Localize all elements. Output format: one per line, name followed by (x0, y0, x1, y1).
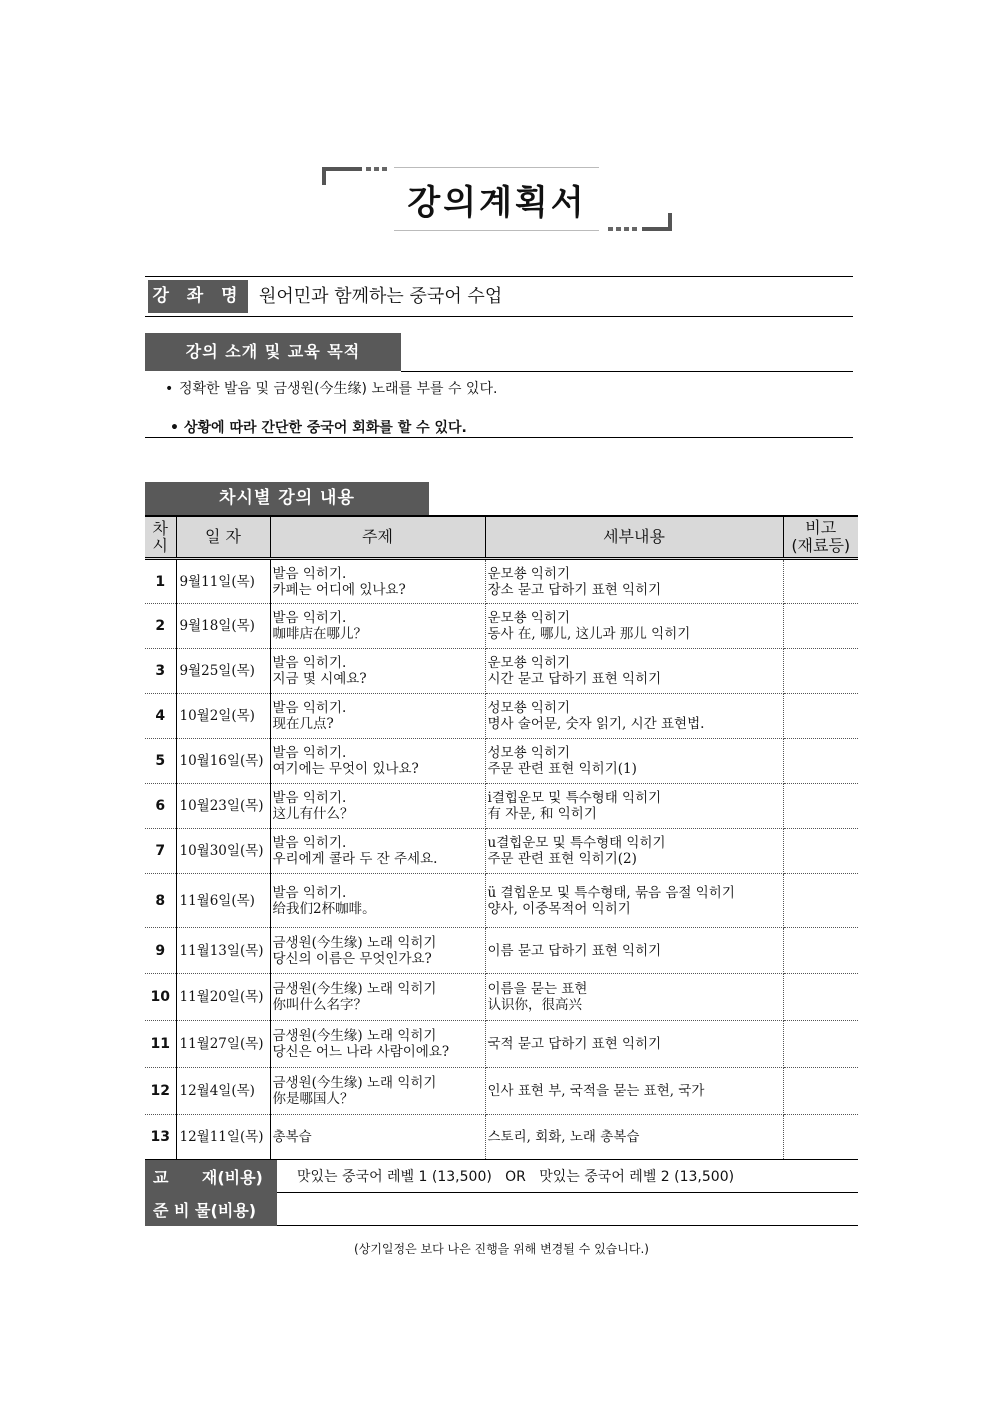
session-note (783, 559, 858, 604)
session-note (783, 1068, 858, 1115)
header-date: 일 자 (176, 516, 270, 559)
schedule-heading: 차시별 강의 내용 (145, 482, 429, 515)
intro-heading: 강의 소개 및 교육 목적 (145, 333, 401, 371)
session-detail: 운모쑝 익히기 동사 在, 哪儿, 这儿과 那儿 익히기 (485, 604, 783, 649)
table-row (145, 784, 858, 829)
supplies-label: 준 비 물(비용) (145, 1193, 277, 1226)
table-row (145, 739, 858, 784)
table-row (145, 559, 858, 604)
textbook-value: 맛있는 중국어 레벨 1 (13,500) OR 맛있는 중국어 레벨 2 (13,500) (277, 1160, 858, 1193)
session-date: 11월20일(목) (176, 974, 270, 1021)
table-row (145, 604, 858, 649)
footnote: (상기일정은 보다 나은 진행을 위해 변경될 수 있습니다.) (354, 1242, 649, 1256)
session-date: 11월6일(목) (176, 874, 270, 928)
session-detail: i결힙운모 및 특수형태 익히기 有 자문, 和 익히기 (485, 784, 783, 829)
session-note (783, 694, 858, 739)
session-detail: 국적 묻고 답하기 표현 익히기 (485, 1021, 783, 1068)
session-date: 10월30일(목) (176, 829, 270, 874)
session-topic: 금생원(今生缘) 노래 익히기 你是哪国人？ (270, 1068, 485, 1115)
session-date: 10월16일(목) (176, 739, 270, 784)
session-date: 12월11일(목) (176, 1115, 270, 1160)
rule-decoration (394, 167, 599, 168)
table-row (145, 1068, 858, 1115)
session-note (783, 974, 858, 1021)
session-note (783, 829, 858, 874)
session-topic: 발음 익히기. 카페는 어디에 있나요? (270, 559, 485, 604)
session-detail: ü 결힙운모 및 특수형태, 묶음 음절 익히기 양사, 이중목적어 익히기 (485, 874, 783, 928)
course-name-label: 강 좌 명 (148, 280, 248, 313)
session-detail: 성모쑝 익히기 명사 술어문, 숫자 읽기, 시간 표현법. (485, 694, 783, 739)
session-date: 11월13일(목) (176, 928, 270, 974)
table-row (145, 928, 858, 974)
rule-decoration (394, 230, 599, 231)
session-number: 11 (145, 1021, 176, 1068)
header-detail: 세부내용 (485, 516, 783, 559)
bullet-icon: • (165, 381, 174, 397)
session-date: 9월11일(목) (176, 559, 270, 604)
table-row (145, 649, 858, 694)
session-date: 10월2일(목) (176, 694, 270, 739)
session-detail: 이름을 묻는 표현 认识你，很高兴 (485, 974, 783, 1021)
session-detail: 인사 표현 부, 국적을 묻는 표현, 국가 (485, 1068, 783, 1115)
session-note (783, 1115, 858, 1160)
session-topic: 총복습 (270, 1115, 485, 1160)
dash-decoration (608, 227, 638, 231)
materials-table (145, 1159, 858, 1226)
session-detail: 스토리, 회화, 노래 총복습 (485, 1115, 783, 1160)
divider (401, 371, 853, 372)
session-date: 9월18일(목) (176, 604, 270, 649)
session-note (783, 1021, 858, 1068)
session-topic: 금생원(今生缘) 노래 익히기 你叫什么名字？ (270, 974, 485, 1021)
session-number: 9 (145, 928, 176, 974)
session-topic: 발음 익히기. 지금 몇 시예요? (270, 649, 485, 694)
session-topic: 발음 익히기. 给我们2杯咖啡。 (270, 874, 485, 928)
table-header-row (145, 516, 858, 559)
supplies-row (145, 1193, 858, 1226)
session-note (783, 649, 858, 694)
session-topic: 발음 익히기. 咖啡店在哪儿？ (270, 604, 485, 649)
session-date: 10월23일(목) (176, 784, 270, 829)
session-number: 6 (145, 784, 176, 829)
session-topic: 발음 익히기. 여기에는 무엇이 있나요? (270, 739, 485, 784)
session-detail: 운모쑝 익히기 장소 묻고 답하기 표현 익히기 (485, 559, 783, 604)
session-number: 7 (145, 829, 176, 874)
table-row (145, 974, 858, 1021)
header-topic: 주제 (270, 516, 485, 559)
session-note (783, 739, 858, 784)
session-topic: 발음 익히기. 这儿有什么？ (270, 784, 485, 829)
table-row (145, 1021, 858, 1068)
session-note (783, 928, 858, 974)
title-block (322, 163, 672, 233)
session-note (783, 604, 858, 649)
page-title: 강의계획서 (407, 183, 587, 223)
supplies-value (277, 1193, 858, 1226)
session-topic: 발음 익히기. 우리에게 콜라 두 잔 주세요. (270, 829, 485, 874)
header-note: 비고 (재료등) (783, 516, 858, 559)
session-number: 8 (145, 874, 176, 928)
session-detail: 이름 묻고 답하기 표현 익히기 (485, 928, 783, 974)
session-date: 11월27일(목) (176, 1021, 270, 1068)
bracket-decoration (322, 167, 362, 171)
session-detail: 성모쑝 익히기 주문 관련 표현 익히기(1) (485, 739, 783, 784)
session-date: 9월25일(목) (176, 649, 270, 694)
session-number: 3 (145, 649, 176, 694)
course-name-value: 원어민과 함께하는 중국어 수업 (259, 286, 503, 307)
session-number: 13 (145, 1115, 176, 1160)
session-note (783, 874, 858, 928)
bullet-icon: • (170, 420, 179, 436)
session-number: 1 (145, 559, 176, 604)
table-row (145, 829, 858, 874)
session-topic: 금생원(今生缘) 노래 익히기 당신의 이름은 무엇인가요? (270, 928, 485, 974)
session-topic: 발음 익히기. 现在几点? (270, 694, 485, 739)
session-number: 4 (145, 694, 176, 739)
header-session: 차 시 (145, 516, 176, 559)
session-number: 10 (145, 974, 176, 1021)
objective-item: • 정확한 발음 및 금생원(今生缘) 노래를 부를 수 있다. (165, 381, 498, 397)
schedule-body (145, 559, 858, 1160)
divider (145, 437, 853, 438)
table-row (145, 1115, 858, 1160)
session-number: 2 (145, 604, 176, 649)
table-row (145, 874, 858, 928)
session-topic: 금생원(今生缘) 노래 익히기 당신은 어느 나라 사람이에요? (270, 1021, 485, 1068)
objective-item: • 상황에 따라 간단한 중국어 회화를 할 수 있다. (170, 420, 467, 436)
session-number: 12 (145, 1068, 176, 1115)
textbook-label: 교 재(비용) (145, 1160, 277, 1193)
table-row (145, 694, 858, 739)
session-number: 5 (145, 739, 176, 784)
dash-decoration (366, 167, 390, 171)
textbook-row (145, 1160, 858, 1193)
session-date: 12월4일(목) (176, 1068, 270, 1115)
schedule-table (145, 515, 858, 1160)
bracket-decoration (668, 213, 672, 231)
session-detail: u결힙운모 및 특수형태 익히기 주문 관련 표현 익히기(2) (485, 829, 783, 874)
course-name-row (145, 276, 853, 317)
session-detail: 운모쑝 익히기 시간 묻고 답하기 표현 익히기 (485, 649, 783, 694)
session-note (783, 784, 858, 829)
